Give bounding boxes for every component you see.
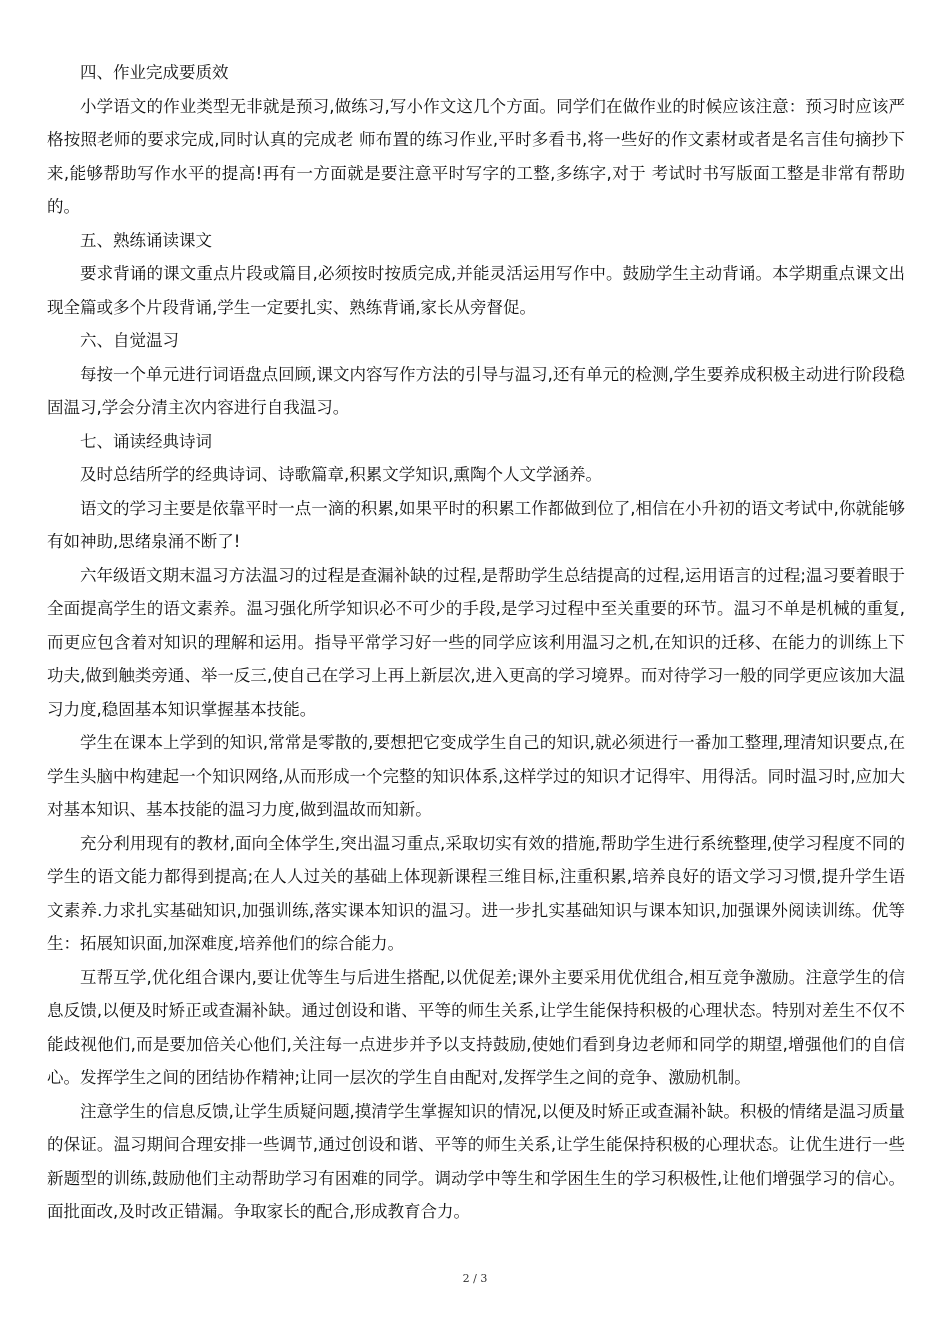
section-heading: 六、自觉温习: [80, 331, 179, 350]
section-heading: 四、作业完成要质效: [80, 63, 229, 82]
paragraph: 注意学生的信息反馈,让学生质疑问题,摸清学生掌握知识的情况,以便及时矫正或查漏补缺。积极的情绪是温习质量的保证。温习期间合理安排一些调节,通过创设和谐、平等的师生关系,让学生能保持积极的心理状态。让优生进行一些新题型的训练,鼓励他们主动帮助学习有困难的同学。调动学中等生和学困生生的学习积极性,让他们增强学习的信心。面批面改,及时改正错漏。争取家长的配合,形成教育合力。: [47, 1101, 905, 1221]
paragraph: 要求背诵的课文重点片段或篇目,必须按时按质完成,并能灵活运用写作中。鼓励学生主动背诵。本学期重点课文出现全篇或多个片段背诵,学生一定要扎实、熟练背诵,家长从旁督促。: [47, 264, 905, 317]
paragraph: 学生在课本上学到的知识,常常是零散的,要想把它变成学生自己的知识,就必须进行一番加工整理,理清知识要点,在学生头脑中构建起一个知识网络,从而形成一个完整的知识体系,这样学过的知识才记得牢、用得活。同时温习时,应加大对基本知识、基本技能的温习力度,做到温故而知新。: [47, 733, 905, 819]
paragraph: 每按一个单元进行词语盘点回顾,课文内容写作方法的引导与温习,还有单元的检测,学生要养成积极主动进行阶段稳固温习,学会分清主次内容进行自我温习。: [47, 364, 905, 417]
paragraph: 六年级语文期末温习方法温习的过程是查漏补缺的过程,是帮助学生总结提高的过程,运用语言的过程;温习要着眼于全面提高学生的语文素养。温习强化所学知识必不可少的手段,是学习过程中至关重要的环节。温习不单是机械的重复,而更应包含着对知识的理解和运用。指导平常学习好一些的同学应该利用温习之机,在知识的迁移、在能力的训练上下功夫,做到触类旁通、举一反三,使自己在学习上再上新层次,进入更高的学习境界。而对待学习一般的同学更应该加大温习力度,稳固基本知识掌握基本技能。: [47, 565, 905, 719]
paragraph: 语文的学习主要是依靠平时一点一滴的积累,如果平时的积累工作都做到位了,相信在小升初的语文考试中,你就能够有如神助,思绪泉涌不断了!: [47, 498, 905, 551]
paragraph: 及时总结所学的经典诗词、诗歌篇章,积累文学知识,熏陶个人文学涵养。: [80, 465, 602, 484]
page-number: 2 / 3: [462, 1272, 488, 1285]
paragraph: 充分利用现有的教材,面向全体学生,突出温习重点,采取切实有效的措施,帮助学生进行系统整理,使学习程度不同的学生的语文能力都得到提高;在人人过关的基础上体现新课程三维目标,注重积累,培养良好的语文学习习惯,提升学生语文素养.力求扎实基础知识,加强训练,落实课本知识的温习。进一步扎实基础知识与课本知识,加强课外阅读训练。优等生：拓展知识面,加深难度,培养他们的综合能力。: [47, 833, 905, 953]
paragraph: 互帮互学,优化组合课内,要让优等生与后进生搭配,以优促差;课外主要采用优优组合,相互竞争激励。注意学生的信息反馈,以便及时矫正或查漏补缺。通过创设和谐、平等的师生关系,让学生能保持积极的心理状态。特别对差生不仅不能歧视他们,而是要加倍关心他们,关注每一点进步并予以支持鼓励,使她们看到身边老师和同学的期望,增强他们的自信心。发挥学生之间的团结协作精神;让同一层次的学生自由配对,发挥学生之间的竞争、激励机制。: [47, 967, 905, 1087]
section-heading: 五、熟练诵读课文: [80, 230, 212, 250]
document-body: [47, 56, 905, 1229]
paragraph: 小学语文的作业类型无非就是预习,做练习,写小作文这几个方面。同学们在做作业的时候应该注意：预习时应该严格按照老师的要求完成,同时认真的完成老 师布置的练习作业,平时多看书,将一些好的作文素材或者是名言佳句摘抄下来,能够帮助写作水平的提高!再有一方面就是要注意平时写字的工整,多练字,对于 考试时书写版面工整是非常有帮助的。: [47, 96, 905, 216]
section-heading: 七、诵读经典诗词: [80, 431, 212, 451]
